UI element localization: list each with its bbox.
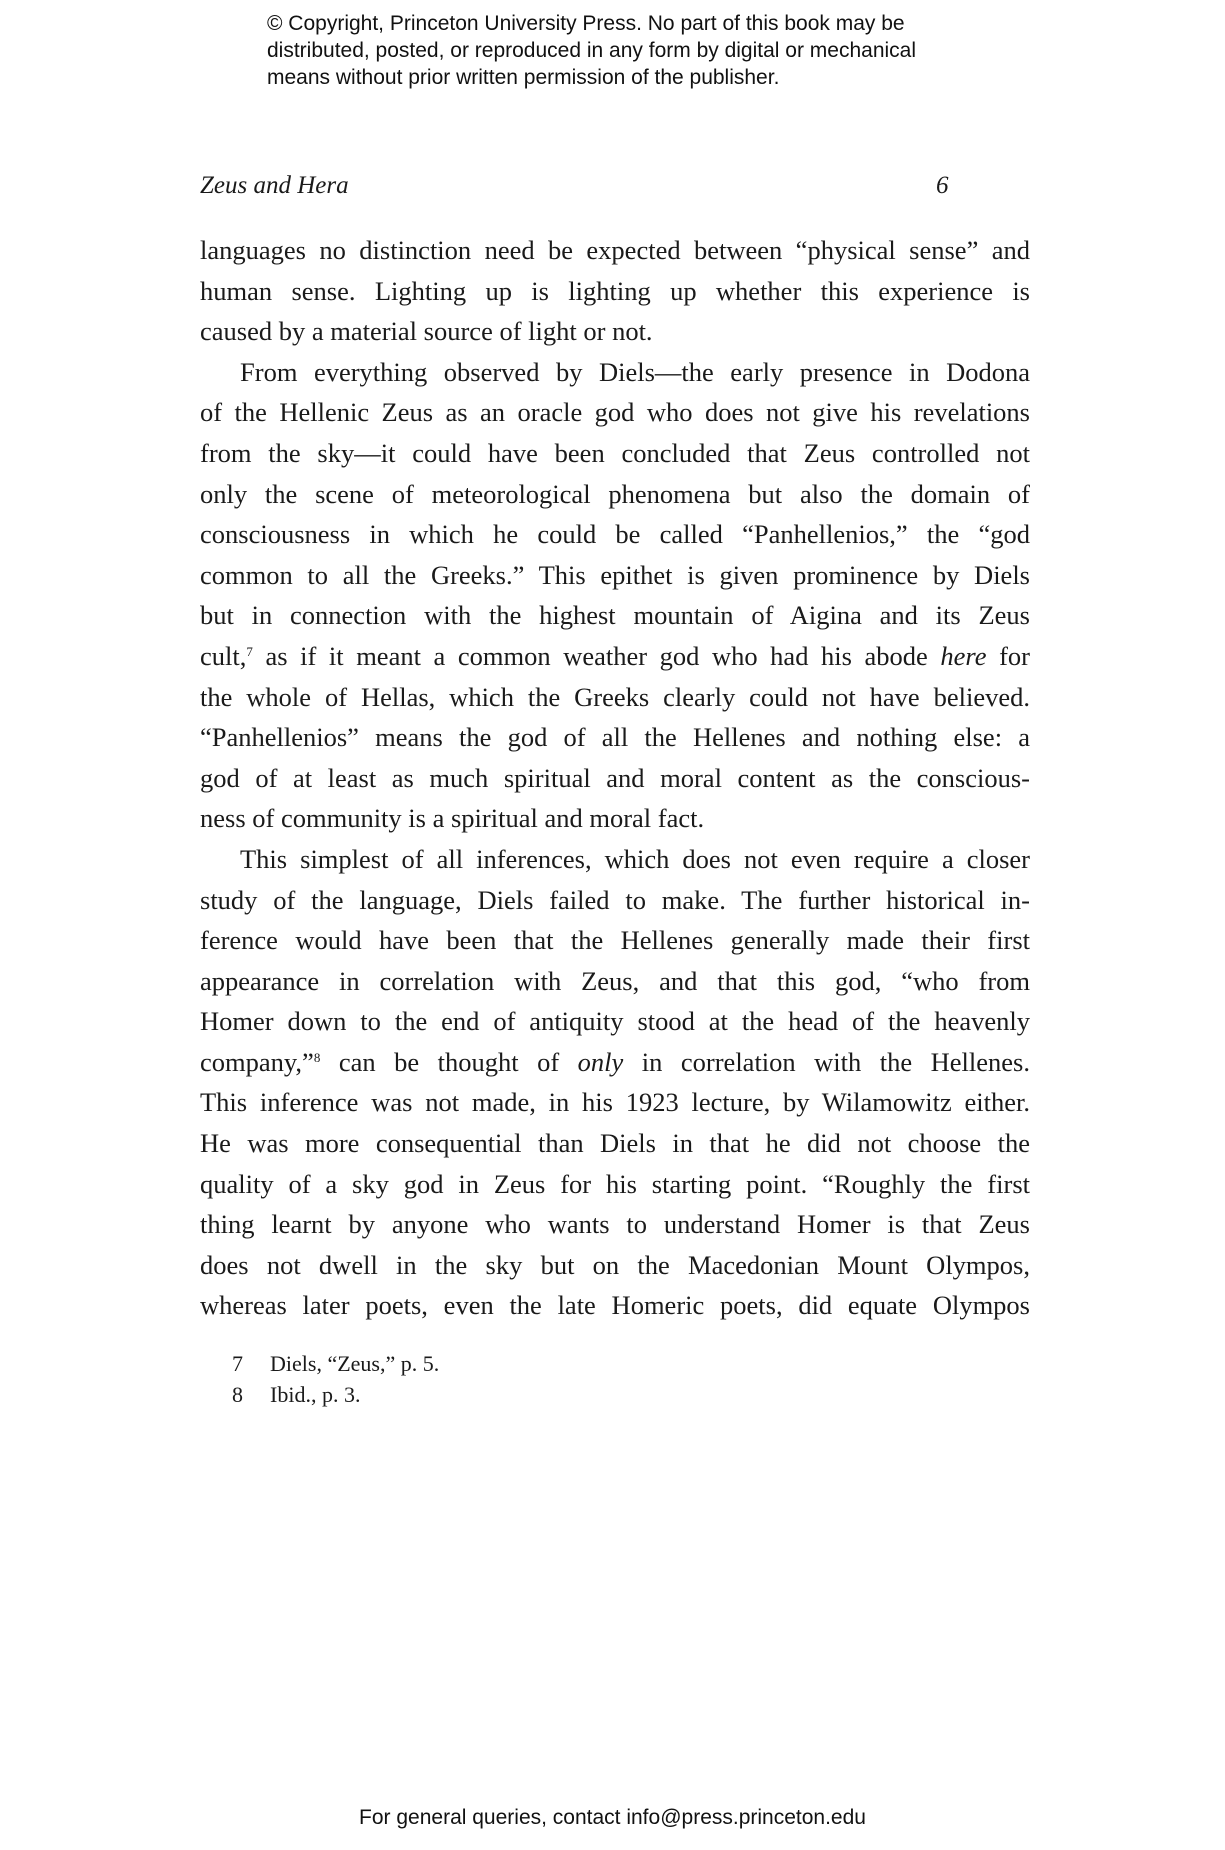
text-segment: as if it meant a common weather god who had his abode <box>252 640 941 671</box>
footnote <box>232 1348 439 1379</box>
text-line: human sense. Lighting up is lighting up whether this experience is <box>200 275 1030 306</box>
footnote-ref-7: 7 <box>246 643 253 659</box>
text-line: ness of community is a spiritual and moral fact. <box>200 803 705 834</box>
footnote-number: 7 <box>232 1351 243 1376</box>
text-line: From everything observed by Diels—the early presence in Dodona <box>240 356 1030 387</box>
text-line: He was more consequential than Diels in that he did not choose the <box>200 1128 1030 1159</box>
footnote-text: Ibid., p. 3. <box>270 1382 361 1407</box>
running-head <box>200 172 960 204</box>
text-line: common to all the Greeks.” This epithet is given prominence by Diels <box>200 559 1030 590</box>
footnotes <box>232 1348 439 1410</box>
text-segment: for <box>986 640 1030 671</box>
text-line <box>200 1042 1030 1083</box>
text-line: ference would have been that the Hellenes generally made their first <box>200 925 1030 956</box>
footnote-number: 8 <box>232 1382 243 1407</box>
text-line: quality of a sky god in Zeus for his starting point. “Roughly the first <box>200 1168 1030 1199</box>
footnote-ref-8: 8 <box>313 1049 321 1065</box>
running-head-title: Zeus and Hera <box>200 172 349 199</box>
text-line: This simplest of all inferences, which does not even require a closer <box>240 843 1030 874</box>
footer-contact: For general queries, contact info@press.princeton.edu <box>359 1806 866 1829</box>
text-line: thing learnt by anyone who wants to understand Homer is that Zeus <box>200 1209 1030 1240</box>
copyright-line: means without prior written permission of the publisher. <box>267 66 780 89</box>
text-segment: cult, <box>200 640 247 671</box>
text-line: appearance in correlation with Zeus, and that this god, “who from <box>200 965 1030 996</box>
body-text <box>200 230 1030 1326</box>
text-line: from the sky—it could have been concluded that Zeus controlled not <box>200 437 1030 468</box>
text-line: god of at least as much spiritual and moral content as the conscious- <box>200 762 1030 793</box>
text-line: of the Hellenic Zeus as an oracle god who does not give his revelations <box>200 397 1030 428</box>
emphasis-only: only <box>577 1046 624 1077</box>
footnote <box>232 1379 439 1410</box>
text-line: consciousness in which he could be called “Panhellenios,” the “god <box>200 519 1030 550</box>
copyright-line: © Copyright, Princeton University Press. No part of this book may be <box>267 12 905 35</box>
text-line: “Panhellenios” means the god of all the Hellenes and nothing else: a <box>200 722 1030 753</box>
text-line: does not dwell in the sky but on the Macedonian Mount Olympos, <box>200 1249 1030 1280</box>
text-line: This inference was not made, in his 1923 lecture, by Wilamowitz either. <box>200 1087 1030 1118</box>
text-line: languages no distinction need be expected between “physical sense” and <box>200 235 1030 265</box>
page-number: 6 <box>936 172 949 199</box>
copyright-notice <box>267 10 967 91</box>
text-line: Homer down to the end of antiquity stood at the head of the heavenly <box>200 1006 1030 1037</box>
text-segment: in correlation with the Hellenes. <box>623 1046 1030 1077</box>
text-segment: can be thought of <box>320 1046 578 1077</box>
text-line: study of the language, Diels failed to make. The further historical in- <box>200 884 1030 915</box>
copyright-line: distributed, posted, or reproduced in any form by digital or mechanical <box>267 39 917 62</box>
text-line: only the scene of meteorological phenomena but also the domain of <box>200 478 1030 509</box>
text-line <box>200 636 1030 677</box>
footnote-text: Diels, “Zeus,” p. 5. <box>270 1351 440 1376</box>
text-line: the whole of Hellas, which the Greeks clearly could not have believed. <box>200 681 1030 712</box>
text-line: whereas later poets, even the late Homeric poets, did equate Olympos <box>200 1290 1030 1321</box>
text-line: caused by a material source of light or not. <box>200 316 653 347</box>
emphasis-here: here <box>940 640 987 671</box>
text-segment: company,” <box>200 1046 314 1077</box>
text-line: but in connection with the highest mountain of Aigina and its Zeus <box>200 600 1030 631</box>
